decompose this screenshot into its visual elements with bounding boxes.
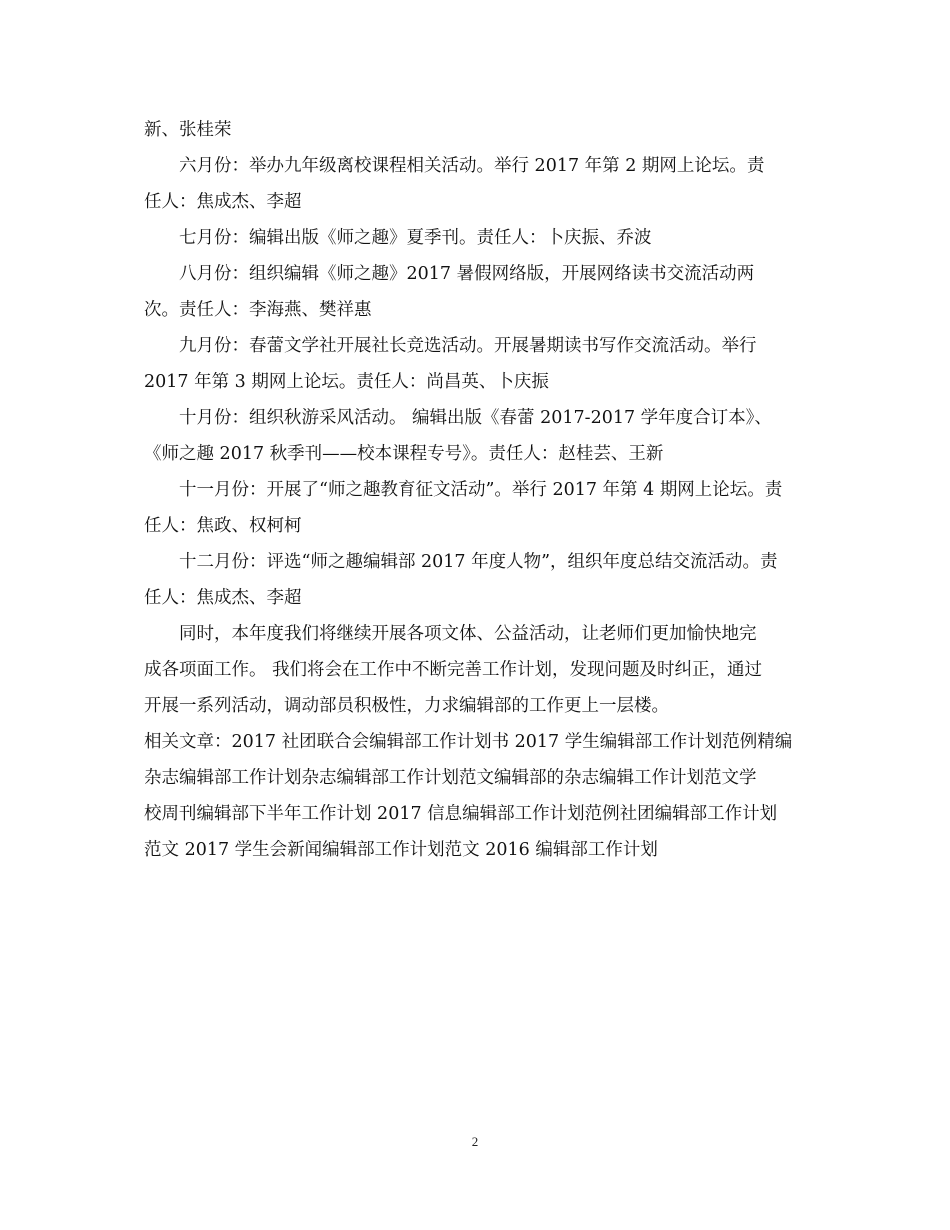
related-articles: 相关文章：2017 社团联合会编辑部工作计划书 2017 学生编辑部工作计划范例精编 — [144, 732, 793, 752]
page-number: 2 — [471, 1134, 479, 1149]
text-line: 任人：焦成杰、李超 — [144, 192, 302, 212]
paragraph-november: 十一月份：开展了“师之趣教育征文活动”。举行 2017 年第 4 期网上论坛。责 — [179, 480, 783, 500]
paragraph-october: 十月份：组织秋游采风活动。 编辑出版《春蕾 2017-2017 学年度合订本》、 — [179, 408, 772, 428]
paragraph-summary: 同时，本年度我们将继续开展各项文体、公益活动，让老师们更加愉快地完 — [179, 624, 757, 644]
text-line: 任人：焦政、权柯柯 — [144, 516, 302, 536]
text-line: 范文 2017 学生会新闻编辑部工作计划范文 2016 编辑部工作计划 — [144, 840, 658, 860]
text-line: 《师之趣 2017 秋季刊——校本课程专号》。责任人：赵桂芸、王新 — [144, 444, 664, 464]
text-line: 成各项面工作。 我们将会在工作中不断完善工作计划，发现问题及时纠正，通过 — [144, 660, 763, 680]
text-line: 校周刊编辑部下半年工作计划 2017 信息编辑部工作计划范例社团编辑部工作计划 — [144, 804, 778, 824]
paragraph-september: 九月份：春蕾文学社开展社长竞选活动。开展暑期读书写作交流活动。举行 — [179, 336, 757, 356]
paragraph-june: 六月份：举办九年级离校课程相关活动。举行 2017 年第 2 期网上论坛。责 — [179, 156, 765, 176]
text-line: 任人：焦成杰、李超 — [144, 588, 302, 608]
document-body — [144, 112, 812, 868]
text-line: 次。责任人：李海燕、樊祥惠 — [144, 300, 372, 320]
text-line: 开展一系列活动，调动部员积极性，力求编辑部的工作更上一层楼。 — [144, 696, 669, 716]
text-line: 2017 年第 3 期网上论坛。责任人：尚昌英、卜庆振 — [144, 372, 549, 392]
text-line: 杂志编辑部工作计划杂志编辑部工作计划范文编辑部的杂志编辑工作计划范文学 — [144, 768, 757, 788]
paragraph-july: 七月份：编辑出版《师之趣》夏季刊。责任人：卜庆振、乔波 — [179, 228, 652, 248]
paragraph-august: 八月份：组织编辑《师之趣》2017 暑假网络版，开展网络读书交流活动两 — [179, 264, 755, 284]
text-line: 新、张桂荣 — [144, 120, 232, 140]
paragraph-december: 十二月份：评选“师之趣编辑部 2017 年度人物”，组织年度总结交流活动。责 — [179, 552, 778, 572]
